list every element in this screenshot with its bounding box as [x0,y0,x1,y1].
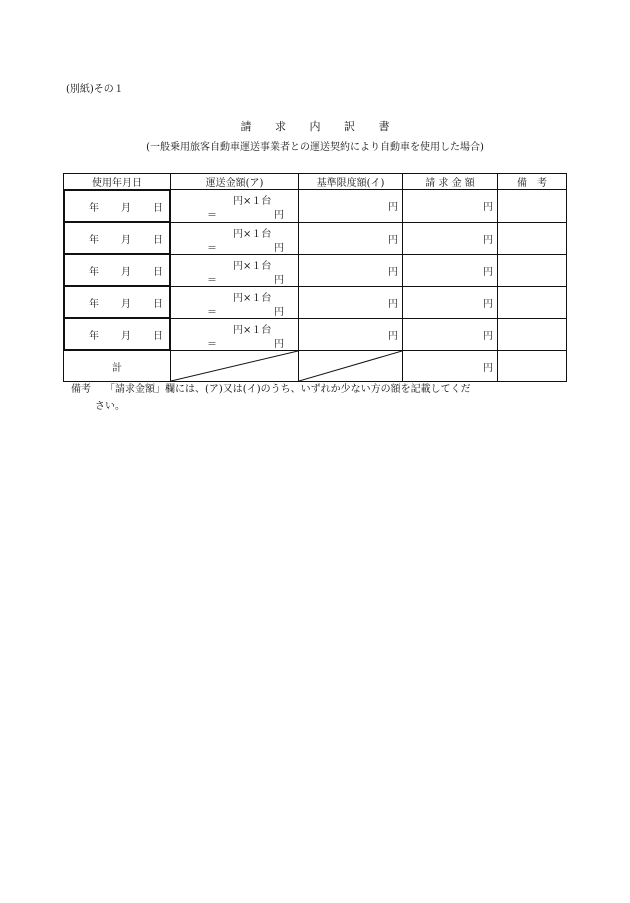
table-row [64,318,567,351]
limit-total-diagonal-cell [299,351,403,382]
date-cell[interactable] [64,222,170,254]
fare-equals: ＝ [207,306,217,318]
title-char: 内 [309,120,321,133]
remarks-note [71,381,571,415]
day-label: 日 [153,298,163,310]
date-cell[interactable] [64,254,170,286]
note-total-cell[interactable] [498,351,567,382]
header-usage-date: 使用年月日 [64,174,171,190]
fare-total-unit: 円 [274,338,284,350]
table-header-row [64,174,567,190]
note-cell[interactable] [498,318,567,351]
fare-cell[interactable] [171,190,299,223]
claim-cell[interactable]: 円 [403,254,498,286]
year-label: 年 [89,266,99,278]
claim-cell[interactable]: 円 [403,190,498,223]
title-char: 訳 [344,120,355,133]
day-label: 日 [153,234,163,246]
claim-total-cell[interactable]: 円 [403,351,498,382]
attachment-label: (別紙)その１ [66,84,124,95]
limit-cell[interactable]: 円 [299,254,403,286]
total-label: 計 [64,351,171,382]
fare-cell[interactable] [171,318,299,351]
day-label: 日 [153,202,163,214]
date-cell[interactable] [64,286,170,318]
billing-breakdown-table [63,173,567,382]
table-row [64,254,567,286]
year-label: 年 [89,330,99,342]
year-label: 年 [89,298,99,310]
header-standard-limit: 基準限度額(イ) [299,174,403,190]
fare-unit-times-vehicles: 円×１台 [233,196,272,207]
claim-cell[interactable]: 円 [403,286,498,318]
month-label: 月 [121,298,131,310]
month-label: 月 [121,234,131,246]
date-cell[interactable] [64,318,170,350]
year-label: 年 [89,234,99,246]
day-label: 日 [153,266,163,278]
limit-cell[interactable]: 円 [299,222,403,254]
title-char: 請 [240,120,252,133]
fare-equals: ＝ [207,274,217,286]
diagonal-line [171,351,298,381]
fare-total-unit: 円 [274,274,284,286]
note-cell[interactable] [498,254,567,286]
note-cell[interactable] [498,222,567,254]
fare-equals: ＝ [207,338,217,350]
table-row [64,222,567,254]
fare-cell[interactable] [171,286,299,318]
limit-cell[interactable]: 円 [299,286,403,318]
fare-equals: ＝ [207,210,217,221]
header-claim-amount: 請 求 金 額 [403,174,498,190]
claim-cell[interactable]: 円 [403,222,498,254]
fare-total-unit: 円 [274,306,284,318]
page-subtitle: (一般乗用旅客自動車運送事業者との運送契約により自動車を使用した場合) [146,142,484,153]
table-row [64,190,567,223]
fare-unit-times-vehicles: 円×１台 [233,228,272,240]
note-cell[interactable] [498,190,567,223]
remarks-text-line2: さい。 [95,401,125,412]
table-row [64,286,567,318]
header-remarks: 備 考 [498,174,567,190]
fare-cell[interactable] [171,254,299,286]
title-char: 書 [378,120,390,133]
month-label: 月 [121,202,131,214]
note-cell[interactable] [498,286,567,318]
year-label: 年 [89,202,99,214]
fare-cell[interactable] [171,222,299,254]
date-cell[interactable] [64,190,170,222]
month-label: 月 [121,330,131,342]
fare-equals: ＝ [207,242,217,254]
fare-unit-times-vehicles: 円×１台 [233,324,272,336]
fare-total-unit: 円 [274,210,284,221]
day-label: 日 [153,330,163,342]
diagonal-line [299,351,402,381]
remarks-label: 備考 [71,384,91,395]
fare-total-unit: 円 [274,242,284,254]
page-title [0,118,630,134]
limit-cell[interactable]: 円 [299,318,403,351]
fare-total-diagonal-cell [171,351,299,382]
total-row [64,351,567,382]
title-char: 求 [275,120,286,133]
fare-unit-times-vehicles: 円×１台 [233,260,272,272]
limit-cell[interactable]: 円 [299,190,403,223]
remarks-text-line1: 「請求金額」欄には、(ア)又は(イ)のうち、いずれか少ない方の額を記載してくだ [105,384,471,395]
fare-unit-times-vehicles: 円×１台 [233,292,272,304]
header-fare-amount: 運送金額(ア) [171,174,299,190]
month-label: 月 [121,266,131,278]
claim-cell[interactable]: 円 [403,318,498,351]
